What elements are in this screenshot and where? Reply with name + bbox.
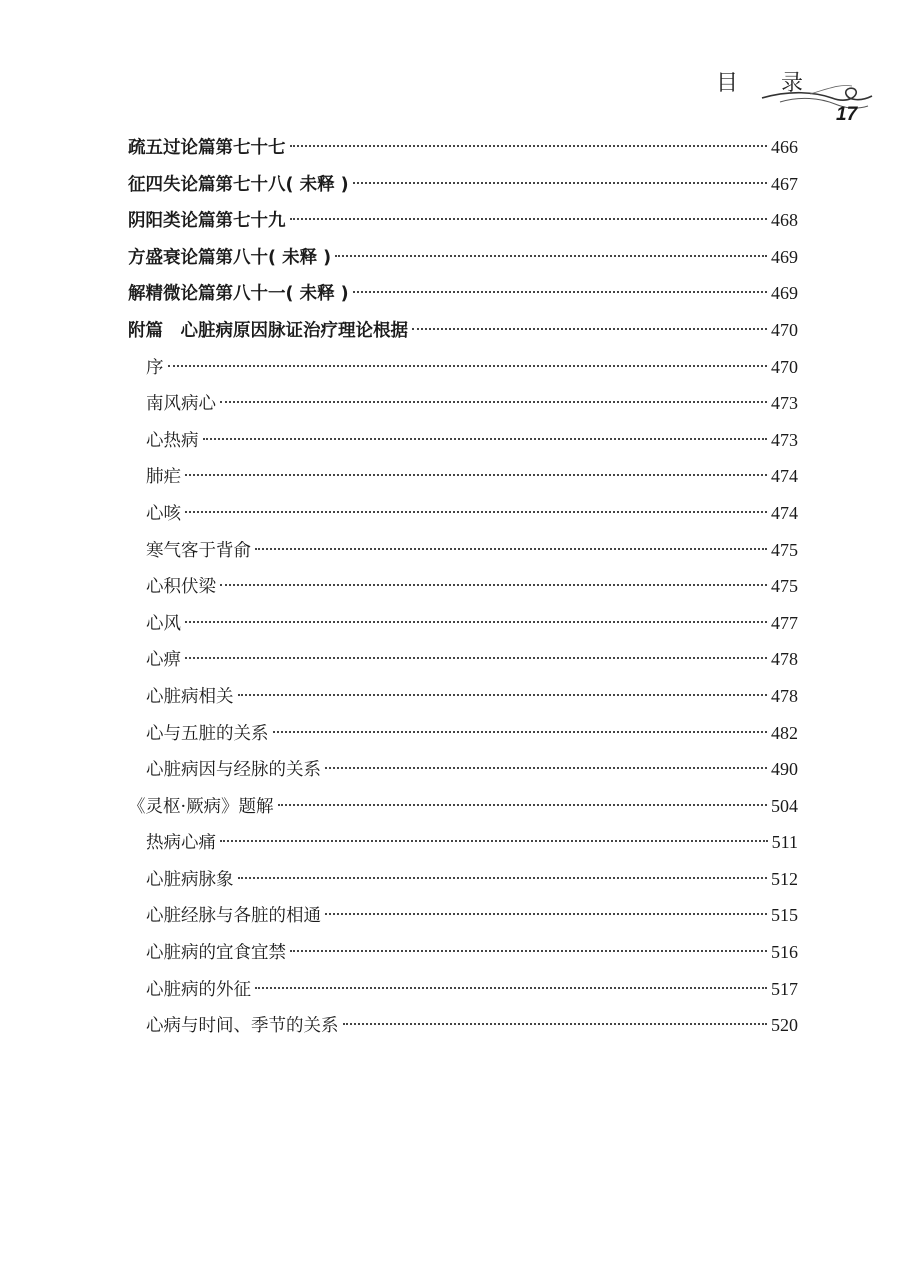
toc-entry-title: 心脏病相关 bbox=[146, 686, 234, 707]
dot-leader bbox=[335, 255, 767, 257]
toc-entry-page: 466 bbox=[771, 137, 798, 157]
toc-entry-title: 心脏病的宜食宜禁 bbox=[146, 943, 286, 964]
table-of-contents bbox=[128, 131, 798, 1046]
section-title: 目 录 bbox=[716, 71, 821, 96]
toc-entry-title: 心与五脏的关系 bbox=[146, 723, 269, 744]
toc-entry[interactable] bbox=[128, 277, 798, 314]
toc-entry-page: 475 bbox=[771, 539, 798, 560]
toc-entry[interactable] bbox=[128, 643, 798, 680]
toc-entry[interactable] bbox=[128, 314, 798, 351]
toc-entry-page: 504 bbox=[771, 795, 798, 816]
toc-entry-page: 473 bbox=[771, 393, 798, 414]
toc-entry-page: 470 bbox=[771, 356, 798, 377]
dot-leader bbox=[273, 731, 768, 733]
dot-leader bbox=[185, 474, 767, 476]
dot-leader bbox=[353, 182, 767, 184]
page-header bbox=[0, 0, 900, 130]
toc-entry-page: 468 bbox=[771, 210, 798, 231]
dot-leader bbox=[168, 365, 768, 367]
toc-entry-page: 520 bbox=[771, 1015, 798, 1036]
toc-entry[interactable] bbox=[128, 717, 798, 754]
toc-entry[interactable] bbox=[128, 460, 798, 497]
toc-entry-title: 心脏病的外征 bbox=[146, 979, 251, 1000]
toc-entry[interactable] bbox=[128, 241, 798, 278]
toc-entry-title: 解精微论篇第八十一( 未释 ) bbox=[128, 284, 349, 305]
toc-entry-page: 478 bbox=[771, 649, 798, 670]
toc-entry-title: 心脏病脉象 bbox=[146, 869, 234, 890]
dot-leader bbox=[353, 291, 767, 293]
toc-entry-title: 附篇 心脏病原因脉证治疗理论根据 bbox=[128, 320, 408, 341]
dot-leader bbox=[290, 218, 768, 220]
toc-entry-title: 心风 bbox=[146, 613, 181, 634]
toc-entry-page: 467 bbox=[771, 173, 798, 194]
toc-entry[interactable] bbox=[128, 351, 798, 388]
toc-entry-title: 方盛衰论篇第八十( 未释 ) bbox=[128, 247, 332, 268]
toc-entry-page: 473 bbox=[771, 429, 798, 450]
toc-entry[interactable] bbox=[128, 497, 798, 534]
toc-entry-title: 阴阳类论篇第七十九 bbox=[128, 211, 286, 232]
toc-entry[interactable] bbox=[128, 424, 798, 461]
dot-leader bbox=[343, 1023, 768, 1025]
toc-entry-page: 515 bbox=[771, 905, 798, 926]
dot-leader bbox=[278, 804, 767, 806]
dot-leader bbox=[290, 950, 767, 952]
dot-leader bbox=[238, 694, 768, 696]
toc-entry-title: 心咳 bbox=[146, 503, 181, 524]
toc-entry-page: 474 bbox=[771, 502, 798, 523]
toc-entry-page: 490 bbox=[771, 759, 798, 780]
toc-entry[interactable] bbox=[128, 204, 798, 241]
toc-entry[interactable] bbox=[128, 570, 798, 607]
toc-entry-page: 517 bbox=[771, 978, 798, 999]
dot-leader bbox=[220, 584, 767, 586]
toc-entry[interactable] bbox=[128, 680, 798, 717]
toc-entry-page: 511 bbox=[771, 832, 798, 853]
dot-leader bbox=[203, 438, 768, 440]
toc-entry[interactable] bbox=[128, 973, 798, 1010]
dot-leader bbox=[325, 767, 767, 769]
toc-entry[interactable] bbox=[128, 753, 798, 790]
toc-entry-page: 469 bbox=[771, 246, 798, 267]
dot-leader bbox=[325, 913, 767, 915]
toc-entry-page: 516 bbox=[771, 942, 798, 963]
toc-entry-page: 477 bbox=[771, 612, 798, 633]
toc-entry-title: 心病与时间、季节的关系 bbox=[146, 1016, 339, 1037]
toc-entry[interactable] bbox=[128, 899, 798, 936]
toc-entry[interactable] bbox=[128, 387, 798, 424]
dot-leader bbox=[255, 548, 767, 550]
dot-leader bbox=[290, 145, 768, 147]
toc-entry[interactable] bbox=[128, 863, 798, 900]
dot-leader bbox=[238, 877, 768, 879]
dot-leader bbox=[185, 511, 767, 513]
dot-leader bbox=[185, 657, 767, 659]
dot-leader bbox=[220, 840, 768, 842]
page-number: 17 bbox=[836, 104, 858, 125]
toc-entry-page: 470 bbox=[771, 319, 798, 340]
toc-entry-title: 序 bbox=[146, 357, 164, 378]
dot-leader bbox=[255, 987, 767, 989]
dot-leader bbox=[220, 401, 767, 403]
toc-entry[interactable] bbox=[128, 790, 798, 827]
toc-entry[interactable] bbox=[128, 131, 798, 168]
toc-entry-page: 474 bbox=[771, 466, 798, 487]
toc-entry-title: 南风病心 bbox=[146, 394, 216, 415]
toc-entry[interactable] bbox=[128, 826, 798, 863]
toc-entry-page: 482 bbox=[771, 722, 798, 743]
toc-entry-page: 469 bbox=[771, 283, 798, 304]
dot-leader bbox=[412, 328, 767, 330]
dot-leader bbox=[185, 621, 767, 623]
toc-entry[interactable] bbox=[128, 168, 798, 205]
toc-entry-page: 512 bbox=[771, 868, 798, 889]
toc-entry[interactable] bbox=[128, 936, 798, 973]
toc-entry-title: 心脏病因与经脉的关系 bbox=[146, 760, 321, 781]
swirl-ornament-icon bbox=[760, 84, 880, 124]
toc-entry-title: 心热病 bbox=[146, 430, 199, 451]
toc-entry[interactable] bbox=[128, 534, 798, 571]
toc-entry-title: 心积伏梁 bbox=[146, 577, 216, 598]
toc-entry-title: 肺疟 bbox=[146, 467, 181, 488]
toc-entry-title: 征四失论篇第七十八( 未释 ) bbox=[128, 174, 349, 195]
toc-entry-title: 心脏经脉与各脏的相通 bbox=[146, 906, 321, 927]
toc-entry-title: 心痹 bbox=[146, 650, 181, 671]
toc-entry-title: 《灵枢·厥病》题解 bbox=[128, 796, 274, 817]
toc-entry-page: 478 bbox=[771, 685, 798, 706]
toc-entry-title: 疏五过论篇第七十七 bbox=[128, 138, 286, 158]
toc-entry[interactable] bbox=[128, 1009, 798, 1046]
toc-entry-title: 热病心痛 bbox=[146, 833, 216, 854]
toc-entry-title: 寒气客于背俞 bbox=[146, 540, 251, 561]
toc-entry-page: 475 bbox=[771, 576, 798, 597]
toc-entry[interactable] bbox=[128, 607, 798, 644]
